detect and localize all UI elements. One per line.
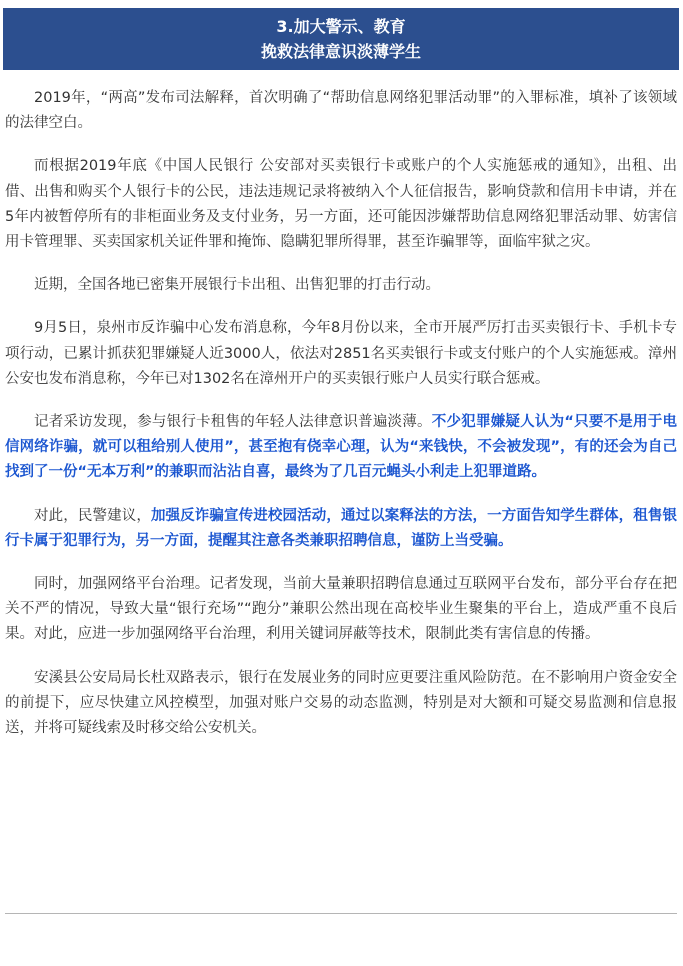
section-title-line-2: 挽救法律意识淡薄学生 <box>260 42 421 61</box>
paragraph-platform-governance: 同时，加强网络平台治理。记者发现，当前大量兼职招聘信息通过互联网平台发布，部分平台存在把关不严的情况，导致大量“银行充场”“跑分”兼职公然出现在高校毕业生聚集的平台上，造成严重不良后果。对此，应进一步加强网络平台治理，利用关键词屏蔽等技术，限制此类有害信息的传播。 <box>5 576 677 643</box>
reporter-findings-plain: 记者采访发现，参与银行卡租售的年轻人法律意识普遍淡薄。 <box>34 414 432 431</box>
paragraph-reporter-findings <box>5 410 677 486</box>
reporter-findings-highlight: 不少犯罪嫌疑人认为“只要不是用于电信网络诈骗，就可以租给别人使用”，甚至抱有侥幸心理，认为“来钱快，不会被发现”，有的还会为自己找到了一份“无本万利”的兼职而沾沾自喜，最终为了几百元蝇头小利走上犯罪道路。 <box>5 414 678 481</box>
paragraph-judicial-interpretation: 2019年，“两高”发布司法解释，首次明确了“帮助信息网络犯罪活动罪”的入罪标准，填补了该领域的法律空白。 <box>5 90 677 132</box>
article-body <box>5 86 677 759</box>
section-title-line-1: 3.加大警示、教育 <box>276 17 406 36</box>
paragraph-bank-notice: 而根据2019年底《中国人民银行 公安部对买卖银行卡或账户的个人实施惩戒的通知》，出租、出借、出售和购买个人银行卡的公民，违法违规记录将被纳入个人征信报告，影响贷款和信用卡申请，并在5年内被暂停所有的非柜面业务及支付业务，另一方面，还可能因涉嫌帮助信息网络犯罪活动罪、妨害信用卡管理罪、买卖国家机关证件罪和掩饰、隐瞒犯罪所得罪，甚至诈骗罪等，面临牢狱之灾。 <box>5 158 677 251</box>
paragraph-quanzhou-action: 9月5日，泉州市反诈骗中心发布消息称，今年8月份以来，全市开展严厉打击买卖银行卡、手机卡专项行动，已累计抓获犯罪嫌疑人近3000人，依法对2851名买卖银行卡或支付账户的个人实施惩戒。漳州公安也发布消息称，今年已对1302名在漳州开户的买卖银行账户人员实行联合惩戒。 <box>5 320 677 387</box>
bottom-divider <box>5 913 677 914</box>
section-header <box>3 8 679 70</box>
police-advice-highlight: 加强反诈骗宣传进校园活动，通过以案释法的方法，一方面告知学生群体，租售银行卡属于犯罪行为，另一方面，提醒其注意各类兼职招聘信息，谨防上当受骗。 <box>5 507 678 549</box>
police-advice-plain: 对此，民警建议， <box>34 507 151 524</box>
paragraph-crackdown: 近期，全国各地已密集开展银行卡出租、出售犯罪的打击行动。 <box>34 277 440 294</box>
paragraph-anxi-police-chief: 安溪县公安局局长杜双路表示，银行在发展业务的同时应更要注重风险防范。在不影响用户资金安全的前提下，应尽快建立风控模型，加强对账户交易的动态监测，特别是对大额和可疑交易监测和信息报送，并将可疑线索及时移交给公安机关。 <box>5 669 677 737</box>
paragraph-police-advice <box>5 504 677 554</box>
